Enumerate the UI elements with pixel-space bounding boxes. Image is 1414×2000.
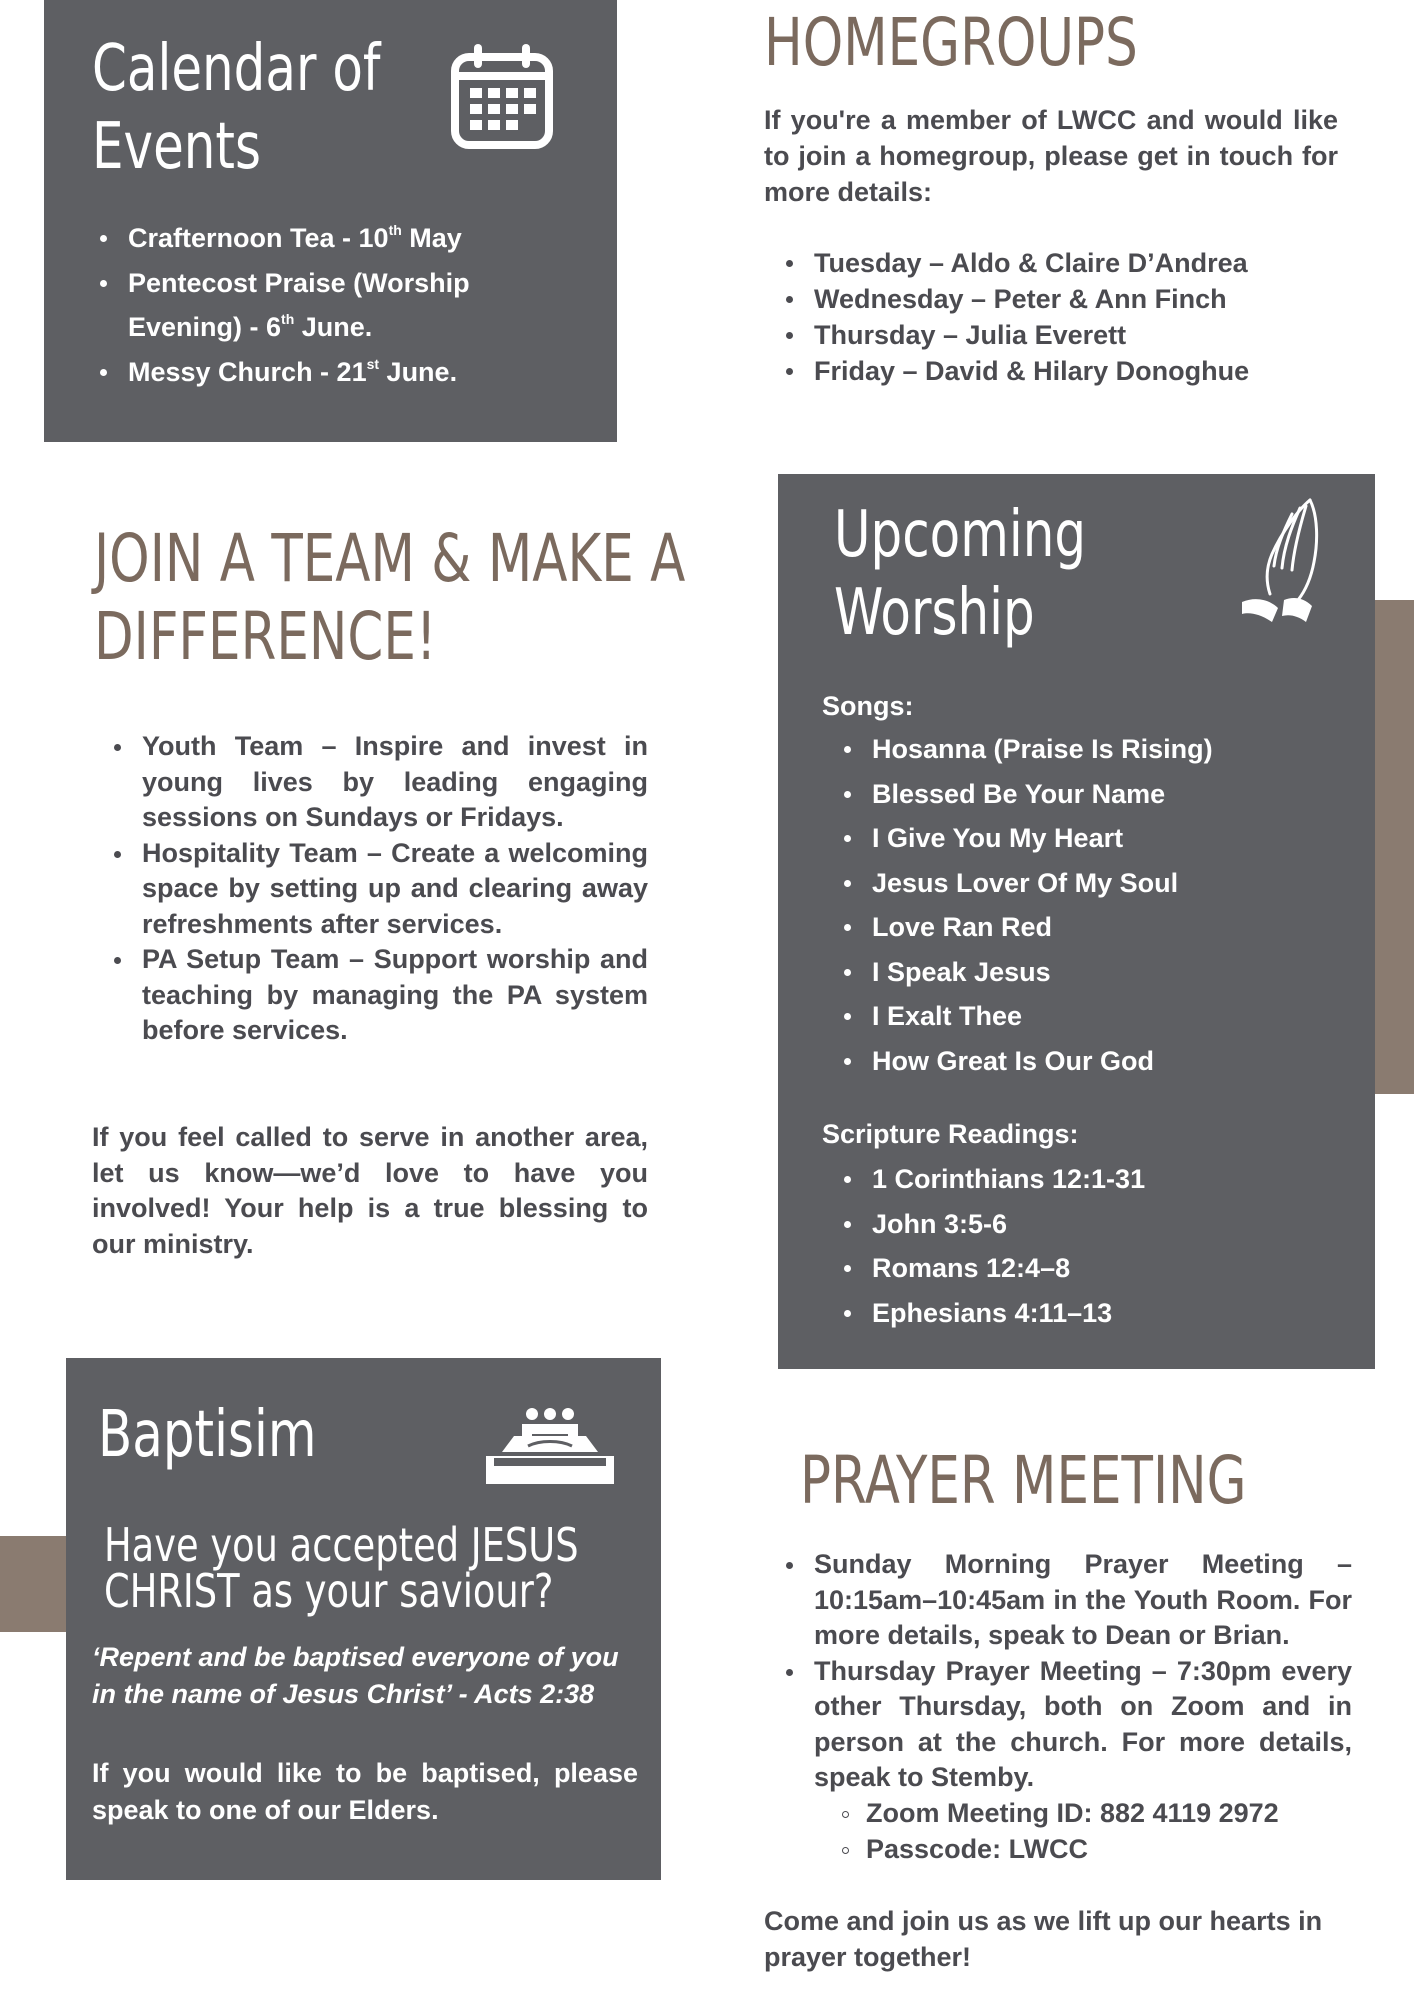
list-item: Friday – David & Hilary Donoghue <box>778 353 1338 389</box>
prayer-title: PRAYER MEETING <box>800 1442 1247 1519</box>
baptism-title: Baptisim <box>98 1398 317 1472</box>
calendar-icon <box>450 42 554 150</box>
prayer-closing: Come and join us as we lift up our hearts in prayer together! <box>764 1906 1323 1972</box>
list-item: Sunday Morning Prayer Meeting – 10:15am–10:45am in the Youth Room. For more details, speak to Dean or Brian. <box>778 1547 1352 1654</box>
list-item: I Give You My Heart <box>836 816 1356 861</box>
baptism-icon <box>484 1406 616 1486</box>
team-list <box>106 729 648 1049</box>
baptism-panel <box>66 1358 661 1880</box>
list-item: Jesus Lover Of My Soul <box>836 861 1356 906</box>
list-item: Messy Church - 21st June. <box>92 350 612 395</box>
list-item: Romans 12:4–8 <box>836 1246 1356 1291</box>
list-item: PA Setup Team – Support worship and teaching by managing the PA system before services. <box>106 942 648 1049</box>
readings-list <box>836 1157 1356 1335</box>
join-team-title: JOIN A TEAM & MAKE A DIFFERENCE! <box>94 520 686 675</box>
calendar-panel <box>44 0 617 442</box>
worship-panel <box>778 474 1375 1369</box>
worship-title: Upcoming Worship <box>834 498 1087 650</box>
list-item: Passcode: LWCC <box>836 1832 1356 1868</box>
calendar-title: Calendar of Events <box>92 32 381 184</box>
praying-hands-icon <box>1236 496 1326 628</box>
readings-label: Scripture Readings: <box>822 1119 1079 1149</box>
list-item: Blessed Be Your Name <box>836 772 1356 817</box>
left-accent-bar <box>0 1536 66 1632</box>
list-item: Youth Team – Inspire and invest in young lives by leading engaging sessions on Sundays or Fridays. <box>106 729 648 836</box>
list-item: John 3:5-6 <box>836 1202 1356 1247</box>
list-item: How Great Is Our God <box>836 1039 1356 1084</box>
join-team-closing: If you feel called to serve in another area, let us know—we’d love to have you involved! Your help is a true blessing to our ministry. <box>92 1122 648 1259</box>
baptism-note: If you would like to be baptised, please speak to one of our Elders. <box>92 1758 638 1825</box>
list-item: 1 Corinthians 12:1-31 <box>836 1157 1356 1202</box>
right-accent-bar <box>1375 600 1414 1094</box>
list-item: Hospitality Team – Create a welcoming space by setting up and clearing away refreshments after services. <box>106 836 648 943</box>
songs-list <box>836 727 1356 1083</box>
homegroups-title: HOMEGROUPS <box>764 4 1138 81</box>
list-item: Pentecost Praise (Worship Evening) - 6th June. <box>92 261 612 350</box>
list-item: I Exalt Thee <box>836 994 1356 1039</box>
homegroups-intro: If you're a member of LWCC and would like to join a homegroup, please get in touch for more details: <box>764 105 1338 207</box>
list-item: Thursday – Julia Everett <box>778 317 1338 353</box>
list-item: Zoom Meeting ID: 882 4119 2972 <box>836 1796 1356 1832</box>
list-item: Thursday Prayer Meeting – 7:30pm every other Thursday, both on Zoom and in person at the church. For more details, speak to Stemby. <box>778 1654 1352 1796</box>
prayer-meeting-list <box>778 1547 1352 1796</box>
list-item: I Speak Jesus <box>836 950 1356 995</box>
list-item: Crafternoon Tea - 10th May <box>92 216 612 261</box>
list-item: Love Ran Red <box>836 905 1356 950</box>
homegroups-list <box>778 245 1338 389</box>
list-item: Hosanna (Praise Is Rising) <box>836 727 1356 772</box>
list-item: Wednesday – Peter & Ann Finch <box>778 281 1338 317</box>
zoom-details-list <box>836 1796 1356 1867</box>
list-item: Ephesians 4:11–13 <box>836 1291 1356 1336</box>
songs-label: Songs: <box>822 691 914 721</box>
baptism-subtitle: Have you accepted JESUS CHRIST as your saviour? <box>104 1518 579 1618</box>
calendar-event-list <box>92 216 612 394</box>
baptism-quote: ‘Repent and be baptised everyone of you in the name of Jesus Christ’ - Acts 2:38 <box>92 1642 619 1709</box>
list-item: Tuesday – Aldo & Claire D’Andrea <box>778 245 1338 281</box>
